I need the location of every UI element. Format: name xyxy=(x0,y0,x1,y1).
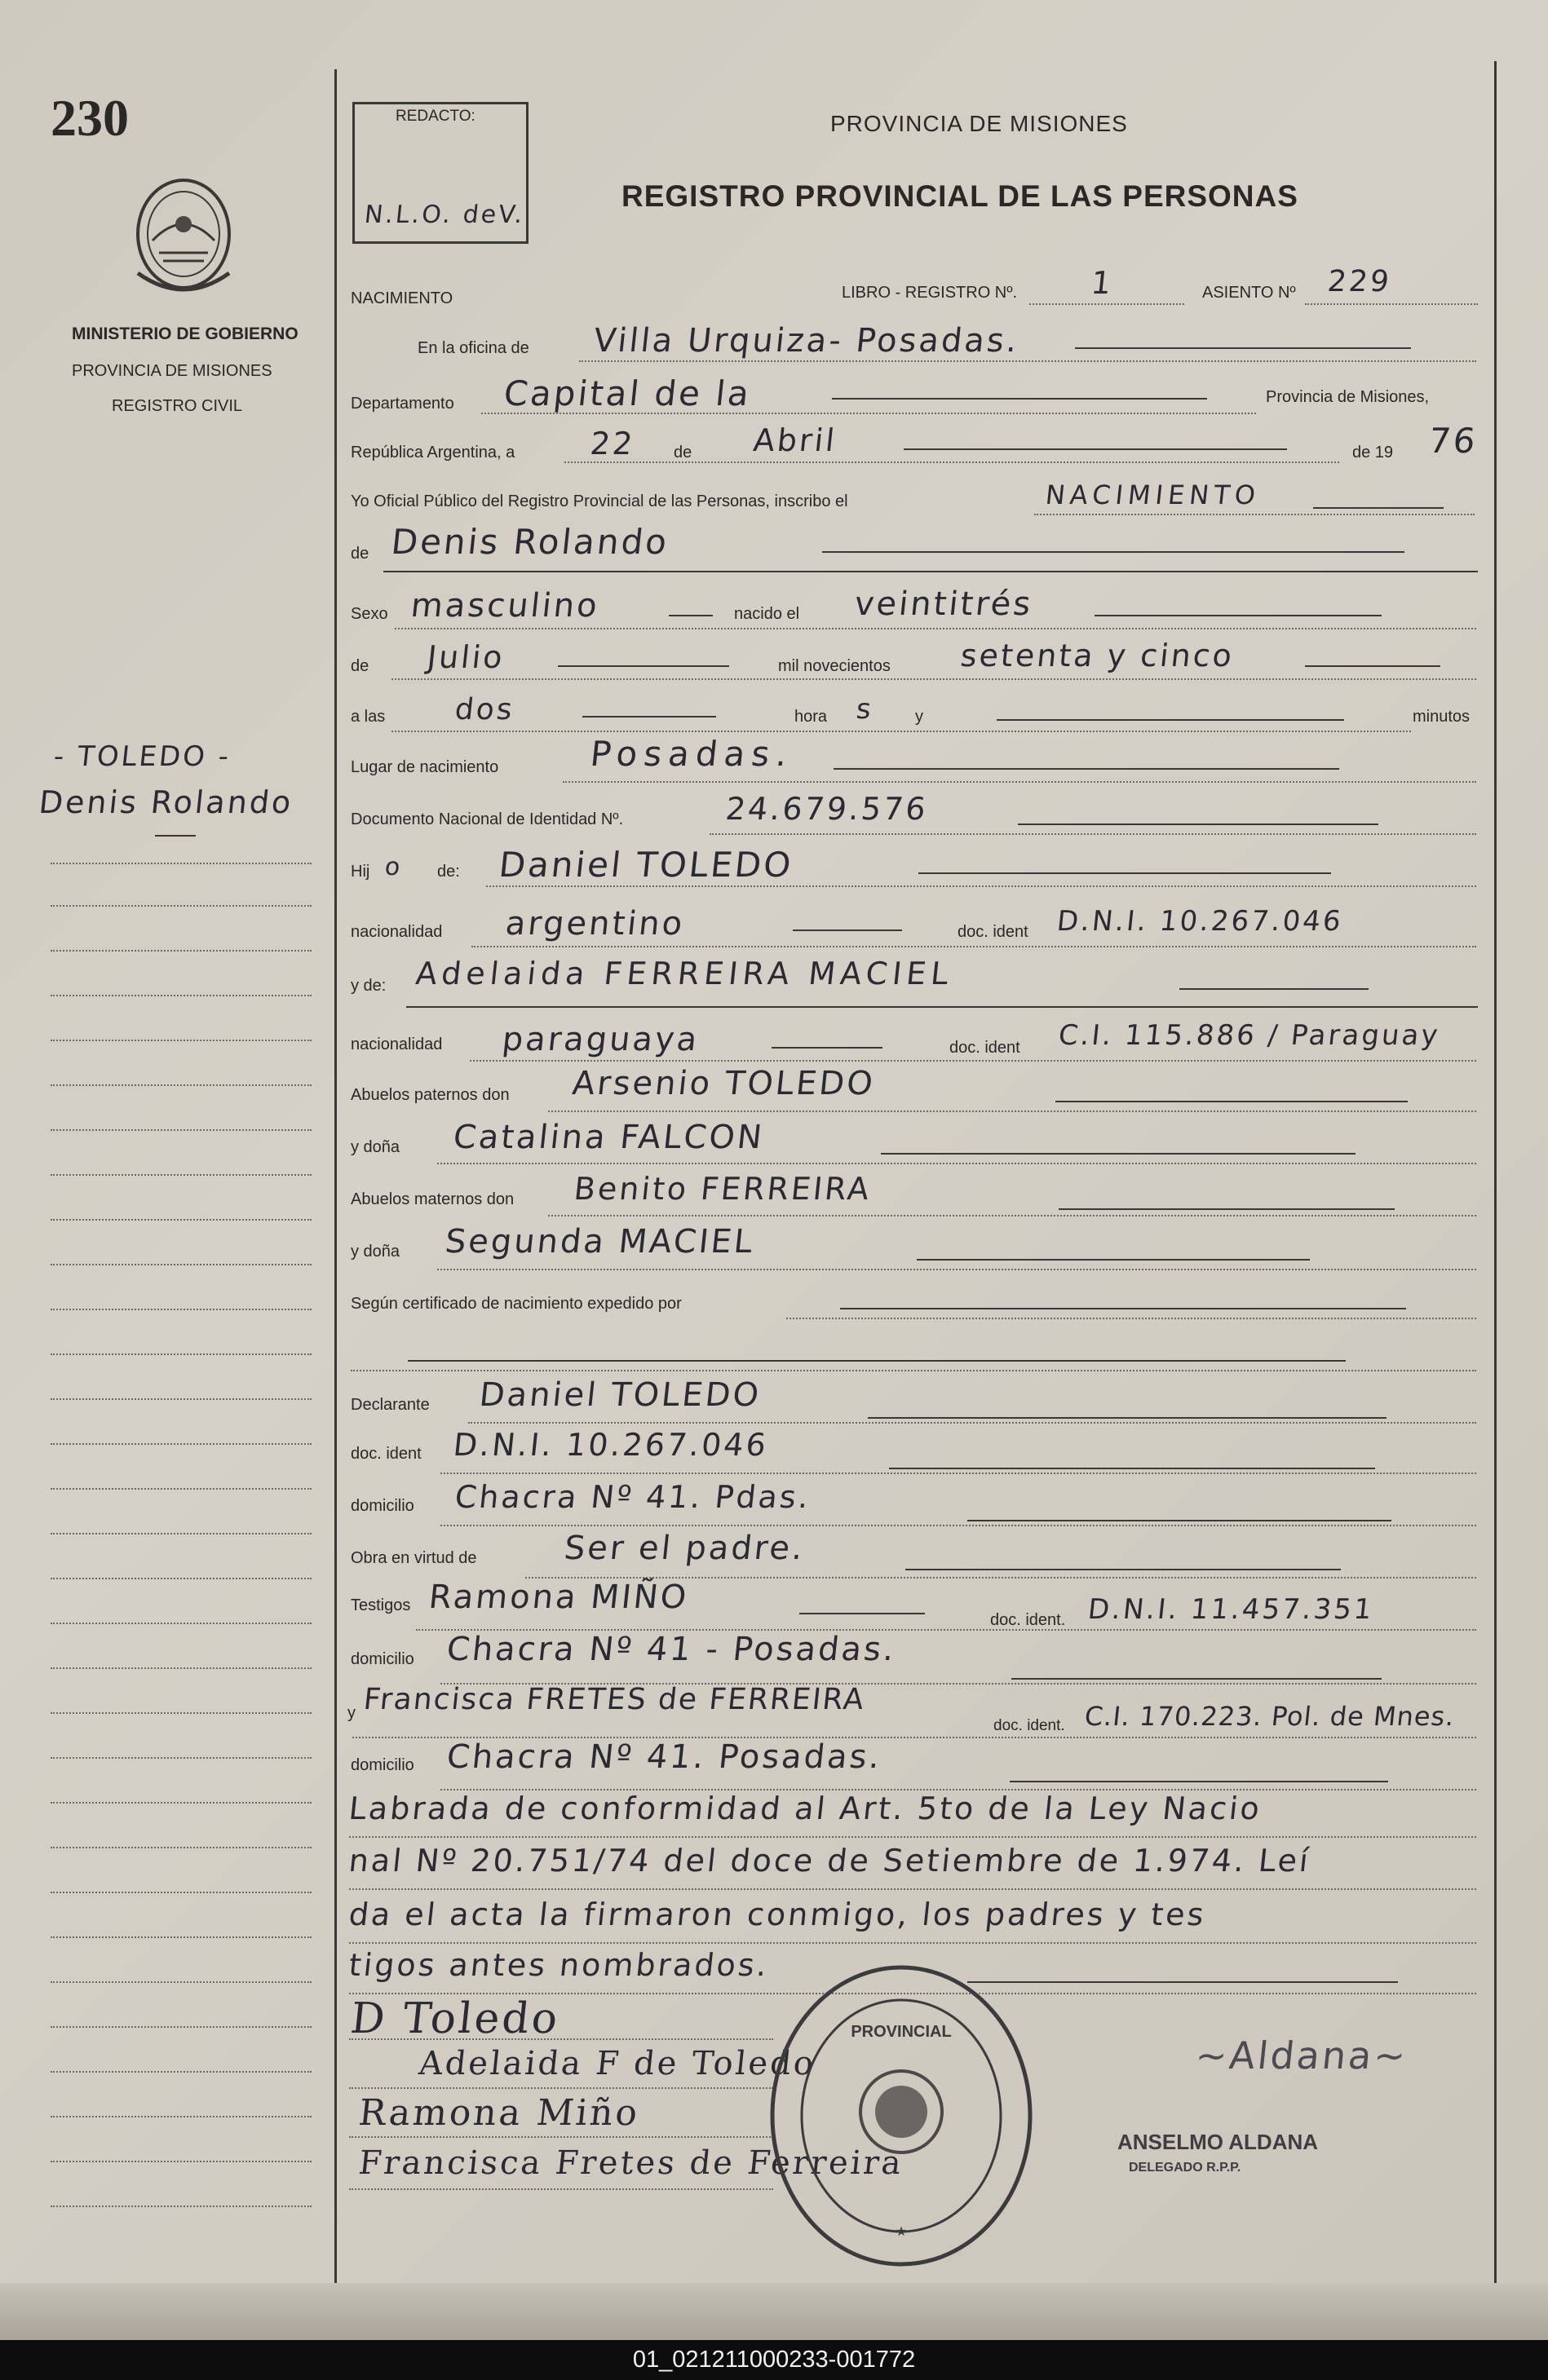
oficina-label: En la oficina de xyxy=(418,339,529,357)
redacto-label: REDACTO: xyxy=(396,108,475,125)
abuelos-p-label: Abuelos paternos don xyxy=(351,1086,510,1104)
coat-of-arms-emblem xyxy=(126,175,241,298)
departamento-label: Departamento xyxy=(351,395,454,413)
margin-surname: - TOLEDO - xyxy=(51,740,233,773)
hijo-de-label: de: xyxy=(437,863,460,881)
lugar-value: Posadas. xyxy=(588,734,796,774)
abuela-p-value: Catalina FALCON xyxy=(451,1119,767,1156)
notes-line-3: da el acta la firmaron conmigo, los padres y tes xyxy=(347,1896,1208,1932)
minutos-label: minutos xyxy=(1413,708,1471,726)
dni-label: Documento Nacional de Identidad Nº. xyxy=(351,810,624,828)
sexo-value: masculino xyxy=(409,587,602,625)
departamento-value: Capital de la xyxy=(502,373,754,413)
t1-doc-value: D.N.I. 11.457.351 xyxy=(1086,1593,1376,1626)
asiento-value: 229 xyxy=(1325,265,1393,298)
nacimiento-label: NACIMIENTO xyxy=(351,289,453,307)
left-border-rule xyxy=(334,69,337,2287)
alas-label: a las xyxy=(351,708,386,726)
official-name: ANSELMO ALDANA xyxy=(1117,2130,1319,2154)
svg-text:PROVINCIAL: PROVINCIAL xyxy=(851,2023,952,2041)
right-border-rule xyxy=(1494,61,1497,2287)
ministry-label: MINISTERIO DE GOBIERNO xyxy=(72,325,299,343)
hora-value: s xyxy=(854,693,875,726)
signature-witness-2: Francisca Fretes de Ferreira xyxy=(356,2144,906,2182)
de-label: de xyxy=(674,444,692,461)
signature-witness-1: Ramona Miño xyxy=(356,2092,642,2134)
svg-text:★: ★ xyxy=(895,2225,908,2239)
declarante-label: Declarante xyxy=(351,1396,430,1414)
nac1-value: argentino xyxy=(503,905,687,943)
notes-line-1: Labrada de conformidad al Art. 5to de la Ley Nacio xyxy=(347,1791,1264,1826)
oficina-value: Villa Urquiza- Posadas. xyxy=(591,322,1021,360)
domicilio2-label: domicilio xyxy=(351,1650,414,1668)
redacto-value: N.L.O. deV. xyxy=(363,201,527,229)
nac2-label: nacionalidad xyxy=(351,1035,443,1053)
declarante-value: Daniel TOLEDO xyxy=(477,1376,763,1414)
hijo-label: Hij xyxy=(351,863,370,881)
birth-month-value: Julio xyxy=(425,639,506,675)
hour-value: dos xyxy=(453,693,516,726)
official-stamp xyxy=(763,1957,1040,2275)
domicilio1-value: Chacra Nº 41. Pdas. xyxy=(453,1479,813,1515)
margin-name: Denis Rolando xyxy=(37,784,295,820)
child-name-value: Denis Rolando xyxy=(389,522,671,562)
nac1-label: nacionalidad xyxy=(351,923,443,941)
decl-doc-label: doc. ident xyxy=(351,1445,422,1463)
provincia-suffix: Provincia de Misiones, xyxy=(1266,388,1430,406)
civil-registry-label: REGISTRO CIVIL xyxy=(112,397,243,415)
year-label: de 19 xyxy=(1352,444,1394,461)
father-value: Daniel TOLEDO xyxy=(497,845,795,885)
province-title: PROVINCIA DE MISIONES xyxy=(830,111,1128,136)
nacido-value: veintitrés xyxy=(852,585,1035,623)
page-bottom-edge xyxy=(0,2283,1548,2340)
sexo-label: Sexo xyxy=(351,605,388,623)
t2-doc-label: doc. ident. xyxy=(993,1717,1065,1734)
notes-line-4: tigos antes nombrados. xyxy=(347,1947,772,1983)
official-signature-scribble: ~Aldana~ xyxy=(1193,2033,1410,2078)
libro-label: LIBRO - REGISTRO Nº. xyxy=(842,284,1018,302)
libro-value: 1 xyxy=(1089,265,1116,301)
domicilio3-value: Chacra Nº 41. Posadas. xyxy=(444,1738,884,1776)
domicilio1-label: domicilio xyxy=(351,1497,414,1515)
redacto-box xyxy=(352,102,529,244)
testigo1-value: Ramona MIÑO xyxy=(427,1579,691,1616)
hijo-suffix: o xyxy=(383,853,405,881)
obra-label: Obra en virtud de xyxy=(351,1549,477,1567)
notes-line-2: nal Nº 20.751/74 del doce de Setiembre de 1.974. Leí xyxy=(347,1843,1313,1879)
asiento-label: ASIENTO Nº xyxy=(1202,284,1296,302)
mother-value: Adelaida FERREIRA MACIEL xyxy=(414,956,955,991)
page-number: 230 xyxy=(51,89,129,147)
hora-label: hora xyxy=(794,708,828,726)
inscribo-value: NACIMIENTO xyxy=(1044,479,1262,510)
signature-mother: Adelaida F de Toledo xyxy=(417,2045,818,2082)
obra-value: Ser el padre. xyxy=(562,1530,807,1567)
y-testigo2-label: y xyxy=(347,1704,356,1722)
abuelos-m-label: Abuelos maternos don xyxy=(351,1190,515,1208)
mil-label: mil novecientos xyxy=(778,657,891,675)
birth-year-words: setenta y cinco xyxy=(958,638,1236,673)
image-caption: 01_021211000233-001772 xyxy=(0,2340,1548,2380)
certificado-label: Según certificado de nacimiento expedido por xyxy=(351,1295,682,1313)
de-name-label: de xyxy=(351,545,369,563)
doc2-label: doc. ident xyxy=(949,1039,1020,1057)
yde-label: y de: xyxy=(351,977,387,995)
day-value: 22 xyxy=(588,426,637,461)
lugar-label: Lugar de nacimiento xyxy=(351,758,499,776)
t1-doc-label: doc. ident. xyxy=(990,1611,1066,1629)
abuela-m-value: Segunda MACIEL xyxy=(443,1223,757,1261)
doc1-label: doc. ident xyxy=(958,923,1028,941)
year-value: 76 xyxy=(1426,421,1480,461)
abuelo-p-value: Arsenio TOLEDO xyxy=(570,1065,878,1102)
doc1-value: D.N.I. 10.267.046 xyxy=(1055,905,1345,938)
de2-label: de xyxy=(351,657,369,675)
doc2-value: C.I. 115.886 / Paraguay xyxy=(1056,1019,1442,1052)
dni-value: 24.679.576 xyxy=(723,791,930,827)
signature-father: D Toledo xyxy=(347,1994,563,2043)
t2-doc-value: C.I. 170.223. Pol. de Mnes. xyxy=(1083,1701,1457,1732)
document-title: REGISTRO PROVINCIAL DE LAS PERSONAS xyxy=(621,179,1298,213)
official-role: DELEGADO R.P.P. xyxy=(1129,2161,1241,2175)
domicilio2-value: Chacra Nº 41 - Posadas. xyxy=(444,1631,899,1668)
testigo2-value: Francisca FRETES de FERREIRA xyxy=(361,1683,867,1716)
decl-doc-value: D.N.I. 10.267.046 xyxy=(451,1427,771,1463)
y-label: y xyxy=(915,708,923,726)
month-value: Abril xyxy=(751,422,839,458)
nac2-value: paraguaya xyxy=(500,1021,701,1058)
nacido-label: nacido el xyxy=(734,605,800,623)
inscribo-label: Yo Oficial Público del Registro Provincial de las Personas, inscribo el xyxy=(351,492,848,510)
testigos-label: Testigos xyxy=(351,1596,411,1614)
domicilio3-label: domicilio xyxy=(351,1756,414,1774)
republica-label: República Argentina, a xyxy=(351,444,515,461)
ydona1-label: y doña xyxy=(351,1138,400,1156)
abuelo-m-value: Benito FERREIRA xyxy=(572,1171,874,1207)
province-label-left: PROVINCIA DE MISIONES xyxy=(72,362,272,380)
ydona2-label: y doña xyxy=(351,1243,400,1261)
